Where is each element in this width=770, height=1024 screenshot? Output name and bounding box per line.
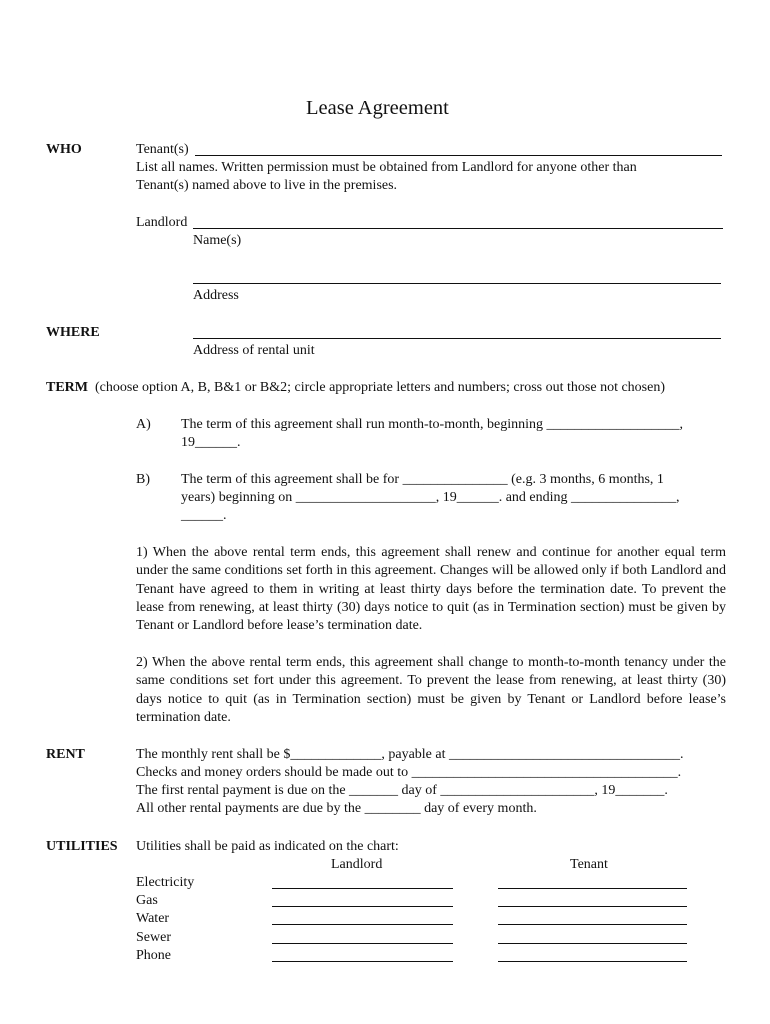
tenants-field[interactable]: [195, 155, 722, 156]
tenants-note-line-2: Tenant(s) named above to live in the premises.: [136, 178, 398, 193]
utility-tenant-field[interactable]: [498, 961, 687, 962]
term-instruction: (choose option A, B, B&1 or B&2; circle appropriate letters and numbers; cross out those not chosen): [95, 380, 665, 395]
utility-landlord-field[interactable]: [272, 961, 453, 962]
rent-line-4: All other rental payments are due by the ________ day of every month.: [136, 801, 537, 816]
utilities-col-tenant: Tenant: [570, 857, 608, 872]
tenants-label: Tenant(s): [136, 142, 189, 157]
utility-row-label: Water: [136, 911, 170, 926]
option-b-letter: B): [136, 472, 150, 487]
option-a-letter: A): [136, 417, 151, 432]
utility-landlord-field[interactable]: [272, 943, 453, 944]
renewal-clause-1: 1) When the above rental term ends, this agreement shall renew and continue for another equal term under the same conditions set forth in this agreement. Changes will be allowed only if both Landlord and Tenant have agreed to them in writing at least thirty days before the termination date. To prevent the lease from renewing, at least thirty (30) days notice to quit (as in Termination section) must be given by Tenant or Landlord before lease’s termination date.: [136, 545, 726, 634]
rent-heading: RENT: [46, 747, 85, 762]
rent-line-3: The first rental payment is due on the _______ day of ______________________, 19_______.: [136, 783, 668, 798]
utility-landlord-field[interactable]: [272, 924, 453, 925]
utility-tenant-field[interactable]: [498, 906, 687, 907]
utility-row-label: Sewer: [136, 930, 171, 945]
utility-tenant-field[interactable]: [498, 888, 687, 889]
who-heading: WHO: [46, 142, 82, 157]
rent-line-2: Checks and money orders should be made out to ______________________________________.: [136, 765, 682, 780]
rental-unit-address-field[interactable]: [193, 338, 721, 339]
term-heading: TERM: [46, 380, 88, 395]
rental-unit-caption: Address of rental unit: [193, 343, 315, 358]
utilities-intro: Utilities shall be paid as indicated on the chart:: [136, 839, 399, 854]
utility-tenant-field[interactable]: [498, 943, 687, 944]
page-title: Lease Agreement: [306, 97, 449, 119]
landlord-names-caption: Name(s): [193, 233, 242, 248]
utility-landlord-field[interactable]: [272, 906, 453, 907]
term-heading-line: [46, 379, 665, 397]
utility-landlord-field[interactable]: [272, 888, 453, 889]
utility-row-label: Phone: [136, 948, 171, 963]
utility-row-label: Gas: [136, 893, 158, 908]
option-b-line-1: The term of this agreement shall be for _______________ (e.g. 3 months, 6 months, 1: [181, 472, 664, 487]
utility-tenant-field[interactable]: [498, 924, 687, 925]
landlord-address-caption: Address: [193, 288, 239, 303]
rent-line-1: The monthly rent shall be $_____________, payable at _________________________________.: [136, 747, 684, 762]
utility-row-label: Electricity: [136, 875, 195, 890]
landlord-name-field[interactable]: [193, 228, 723, 229]
option-b-line-3: ______.: [181, 508, 227, 523]
landlord-address-field[interactable]: [193, 283, 721, 284]
option-a-line-1: The term of this agreement shall run month-to-month, beginning ___________________,: [181, 417, 683, 432]
tenants-note-line-1: List all names. Written permission must be obtained from Landlord for anyone other than: [136, 160, 637, 175]
where-heading: WHERE: [46, 325, 100, 340]
renewal-clause-2: 2) When the above rental term ends, this agreement shall change to month-to-month tenancy under the same conditions set fort under this agreement. To prevent the lease from renewing, at least thirty (30) days notice to quit (as in Termination section) must be given by Tenant or Landlord before lease’s termination date.: [136, 655, 726, 725]
utilities-col-landlord: Landlord: [331, 857, 383, 872]
option-b-line-2: years) beginning on ____________________, 19______. and ending _______________,: [181, 490, 680, 505]
utilities-heading: UTILITIES: [46, 839, 118, 854]
option-a-line-2: 19______.: [181, 435, 241, 450]
landlord-label: Landlord: [136, 215, 188, 230]
